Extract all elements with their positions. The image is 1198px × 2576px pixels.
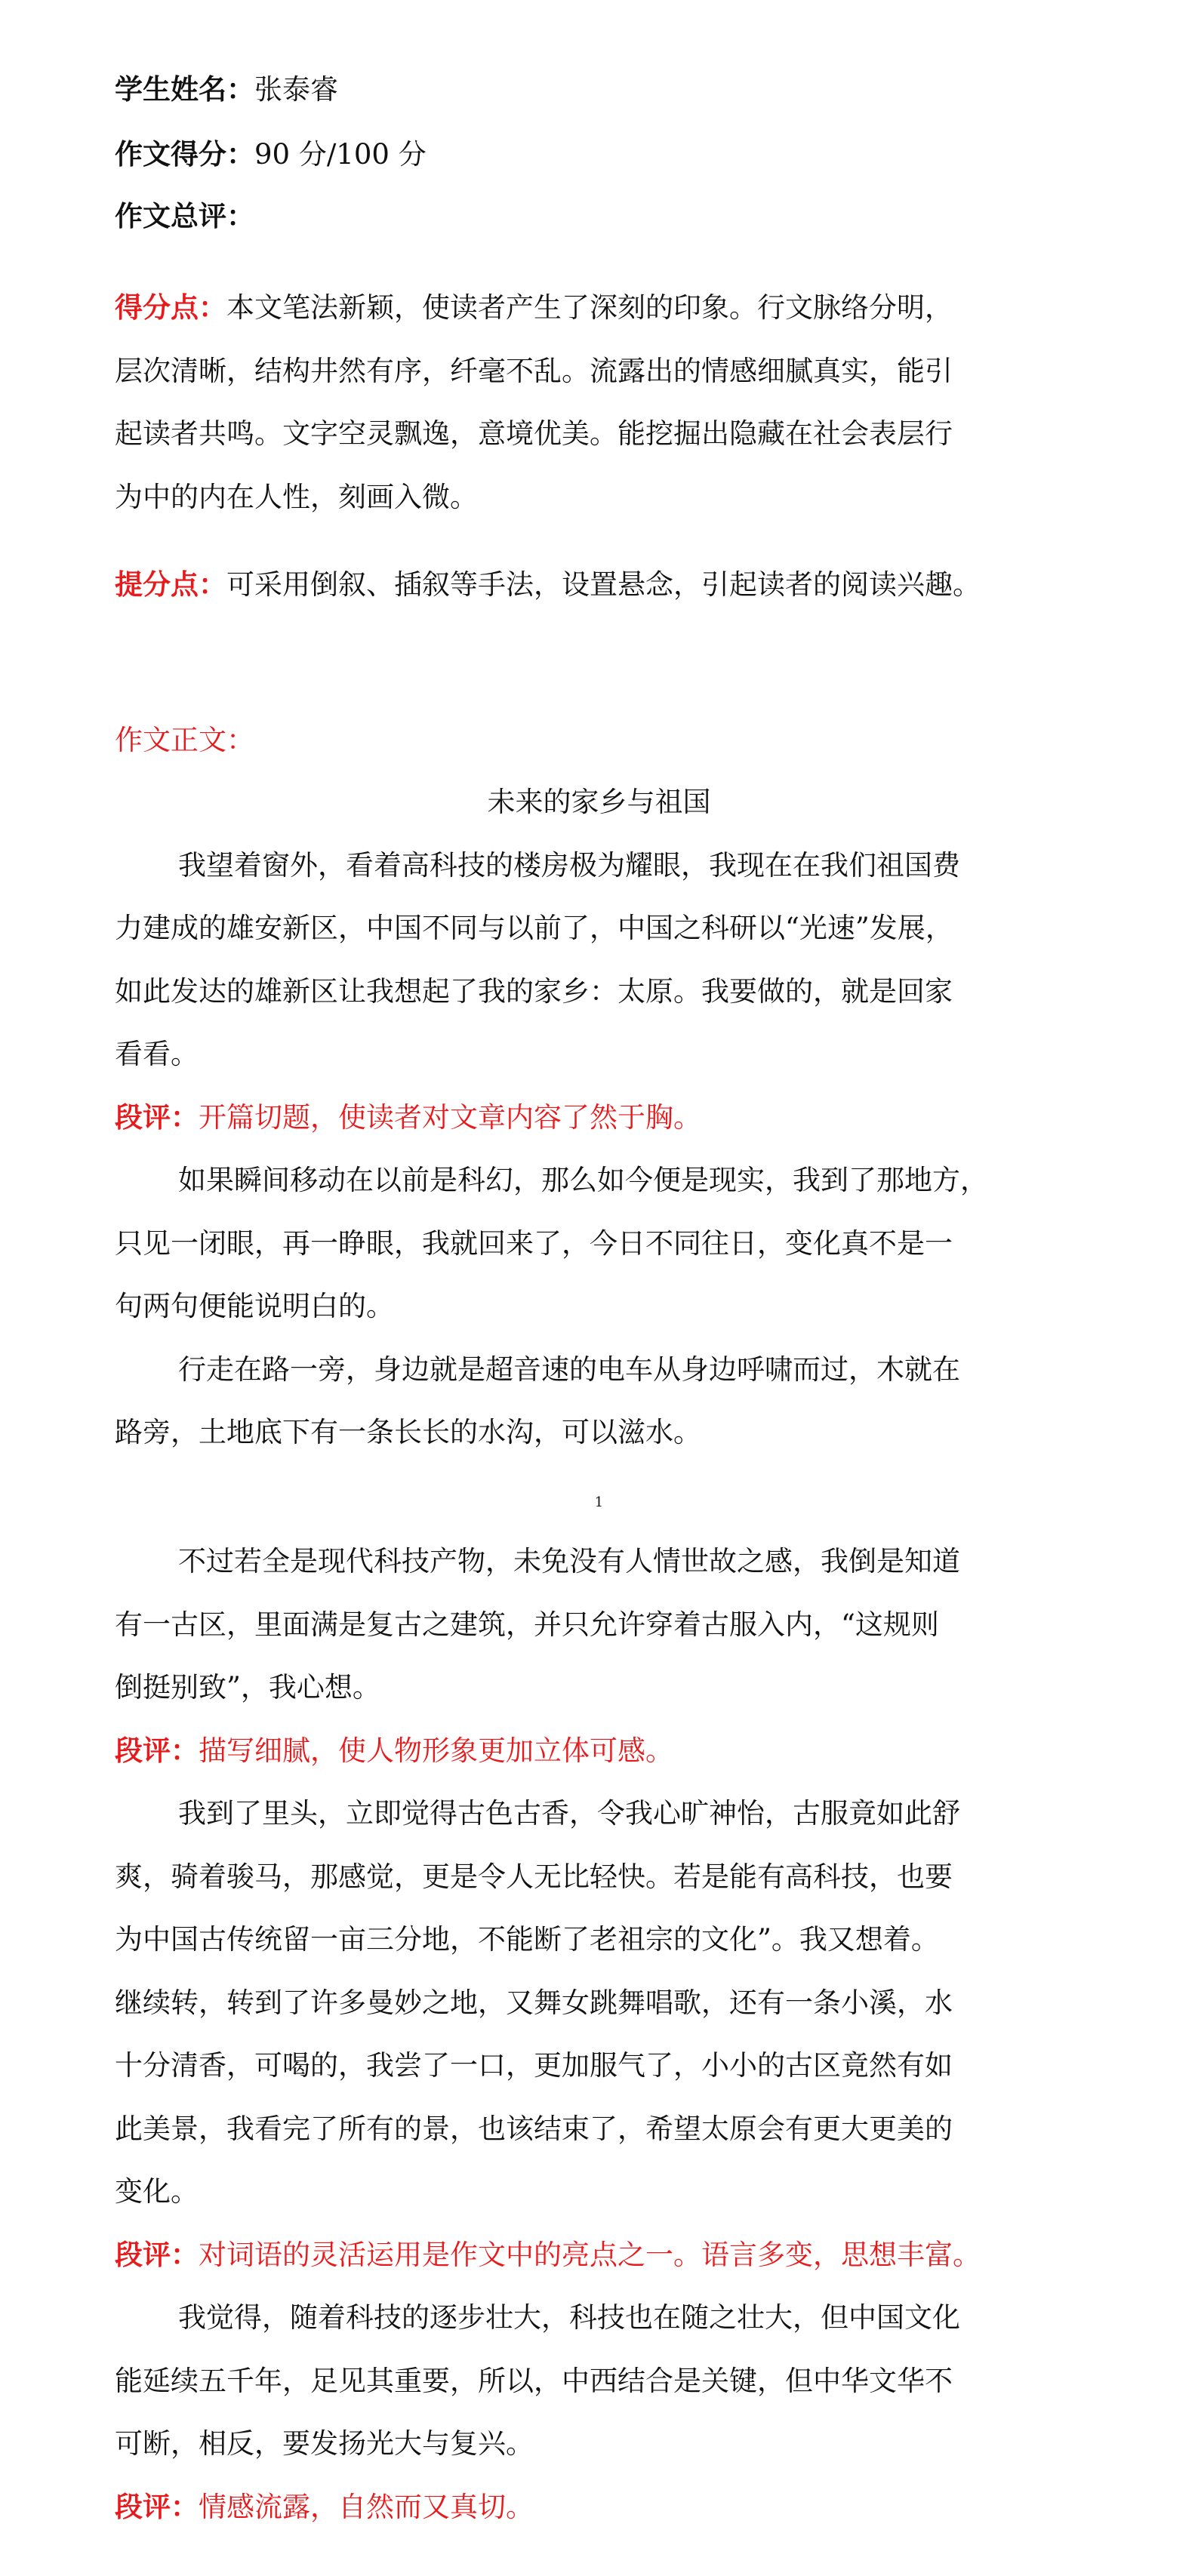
improve-points-text: 可采用倒叙、插叙等手法，设置悬念，引起读者的阅读兴趣。 [226,568,981,601]
para4-line-3: 倒挺别致”，我心想。 [115,1671,380,1703]
comment-1-text: 开篇切题，使读者对文章内容了然于胸。 [199,1101,701,1134]
para2-line-3: 句两句便能说明白的。 [115,1290,394,1322]
para3-line-2: 路旁，土地底下有一条长长的水沟，可以滋水。 [115,1416,701,1448]
improve-points-label: 提分点： [115,568,226,601]
essay-title: 未来的家乡与祖国 [487,786,711,818]
gain-points-text-2: 层次清晰，结构井然有序，纤毫不乱。流露出的情感细腻真实，能引 [115,355,953,387]
para5-line-4: 继续转，转到了许多曼妙之地，又舞女跳舞唱歌，还有一条小溪，水 [115,1987,953,2019]
improve-points-line [115,568,981,602]
gain-points-label: 得分点： [115,291,226,324]
para2-line-1: 如果瞬间移动在以前是科幻，那么如今便是现实，我到了那地方， [178,1164,988,1196]
score-label: 作文得分： [115,138,254,171]
comment-label: 段评： [115,2239,199,2271]
comment-4 [115,2490,534,2525]
comment-3 [115,2238,981,2273]
gain-points-line [115,291,953,325]
student-name-line [115,72,338,107]
comment-label: 段评： [115,1101,199,1134]
comment-label: 段评： [115,2491,199,2523]
para5-line-1: 我到了里头，立即觉得古色古香，令我心旷神怡，古服竟如此舒 [178,1797,960,1830]
para4-line-2: 有一古区，里面满是复古之建筑，并只允许穿着古服入内，“这规则 [115,1608,939,1641]
gain-points-text-3: 起读者共鸣。文字空灵飘逸，意境优美。能挖掘出隐藏在社会表层行 [115,417,953,450]
para5-line-2: 爽，骑着骏马，那感觉，更是令人无比轻快。若是能有高科技，也要 [115,1860,953,1893]
para6-line-2: 能延续五千年，足见其重要，所以，中西结合是关键，但中华文华不 [115,2365,953,2397]
para1-line-1: 我望着窗外，看着高科技的楼房极为耀眼，我现在在我们祖国费 [178,849,960,882]
para4-line-1: 不过若全是现代科技产物，未免没有人情世故之感，我倒是知道 [178,1545,960,1577]
summary-label: 作文总评： [115,200,254,232]
score-line [115,137,427,172]
para6-line-3: 可断，相反，要发扬光大与复兴。 [115,2427,534,2460]
comment-4-text: 情感流露，自然而又真切。 [199,2491,534,2523]
para5-line-5: 十分清香，可喝的，我尝了一口，更加服气了，小小的古区竟然有如 [115,2049,953,2082]
score-value: 90 分/100 分 [254,138,427,171]
student-name-label: 学生姓名： [115,73,254,106]
comment-label: 段评： [115,1734,199,1767]
para6-line-1: 我觉得，随着科技的逐步壮大，科技也在随之壮大，但中国文化 [178,2301,960,2334]
page-number: 1 [594,1494,604,1510]
para5-line-3: 为中国古传统留一亩三分地，不能断了老祖宗的文化”。我又想着。 [115,1923,939,1956]
comment-1 [115,1100,701,1135]
comment-2 [115,1734,673,1768]
para1-line-3: 如此发达的雄新区让我想起了我的家乡：太原。我要做的，就是回家 [115,975,953,1008]
student-name-value: 张泰睿 [254,73,338,106]
para1-line-4: 看看。 [115,1038,199,1070]
para3-line-1: 行走在路一旁，身边就是超音速的电车从身边呼啸而过，木就在 [178,1353,960,1386]
summary-line [115,199,254,234]
gain-points-text-1: 本文笔法新颖，使读者产生了深刻的印象。行文脉络分明， [226,291,953,324]
para2-line-2: 只见一闭眼，再一睁眼，我就回来了，今日不同往日，变化真不是一 [115,1227,953,1260]
para5-line-7: 变化。 [115,2175,199,2208]
comment-3-text: 对词语的灵活运用是作文中的亮点之一。语言多变，思想丰富。 [199,2239,981,2271]
essay-body-label: 作文正文： [115,724,254,756]
para5-line-6: 此美景，我看完了所有的景，也该结束了，希望太原会有更大更美的 [115,2113,953,2145]
gain-points-text-4: 为中的内在人性，刻画入微。 [115,481,478,513]
para1-line-2: 力建成的雄安新区，中国不同与以前了，中国之科研以“光速”发展， [115,912,953,944]
comment-2-text: 描写细腻，使人物形象更加立体可感。 [199,1734,673,1767]
